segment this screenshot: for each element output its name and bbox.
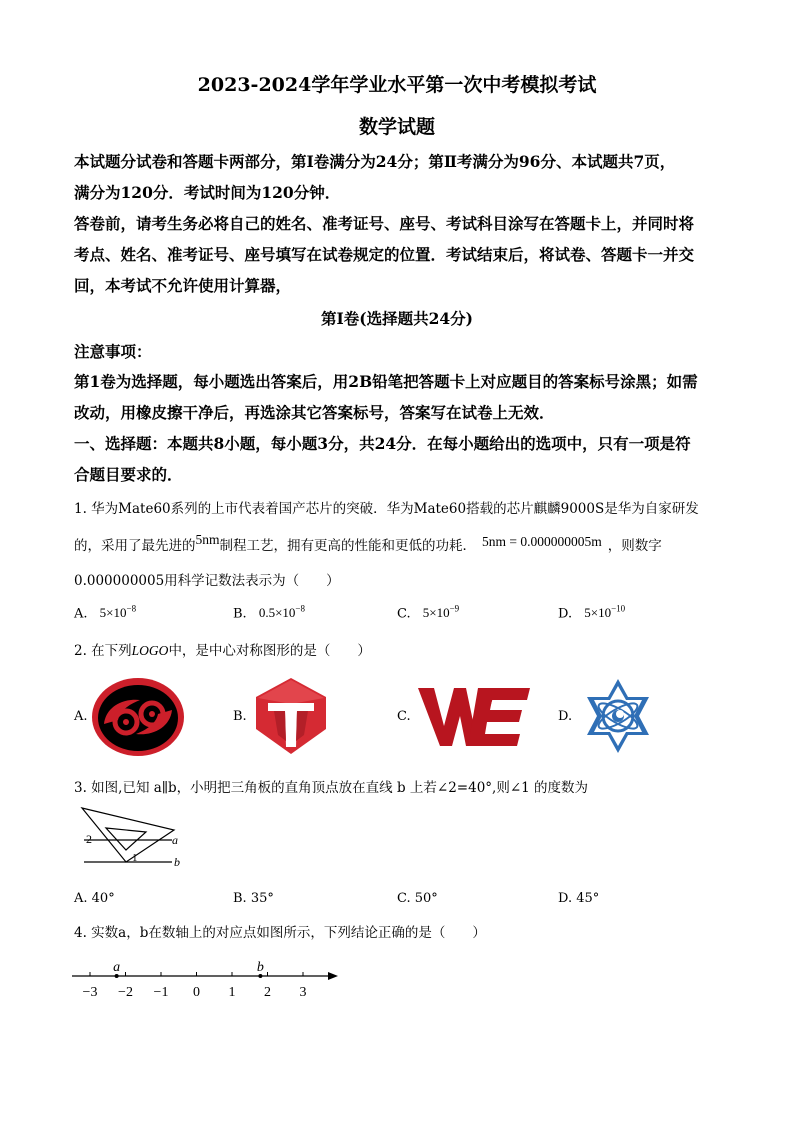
triangle-inner bbox=[106, 828, 146, 850]
q2-option-a-label: A. bbox=[74, 709, 88, 724]
exam-subtitle: 数学试题 bbox=[358, 116, 435, 138]
option-exp: −8 bbox=[126, 604, 137, 614]
q1-line2-text-a: 的，采用了最先进的 bbox=[74, 538, 196, 554]
option-exp: −8 bbox=[295, 604, 305, 614]
option-base: 0.5×10 bbox=[258, 605, 296, 621]
q2-option-b-label: B. bbox=[233, 709, 247, 724]
option-label: A. bbox=[74, 606, 88, 622]
q2-option-c-label: C. bbox=[397, 709, 411, 724]
triangle-outer bbox=[82, 808, 174, 862]
exam-title: 2023-2024学年学业水平第一次中考模拟考试 bbox=[197, 74, 597, 96]
notice-line-2: 改动，用橡皮擦干净后，再选涂其它答案标号，答案写在试卷上无效． bbox=[74, 403, 555, 422]
number-line bbox=[68, 952, 348, 1004]
q3-option-b[interactable]: B. 35° bbox=[233, 891, 274, 906]
q1-option-c[interactable] bbox=[397, 604, 459, 621]
q1-line-2 bbox=[74, 534, 662, 554]
q3-option-d[interactable]: D. 45° bbox=[558, 891, 600, 906]
pentagon-t-logo-icon[interactable] bbox=[254, 677, 328, 755]
q2-option-d-label: D. bbox=[558, 709, 573, 724]
q1-option-d[interactable] bbox=[558, 604, 625, 621]
point-a-label: a bbox=[113, 960, 121, 975]
option-label: C. bbox=[397, 606, 411, 622]
we-logo-icon[interactable] bbox=[416, 682, 532, 752]
tick-label: 2 bbox=[264, 985, 271, 1000]
q2-stem-a: 2. 在下列 bbox=[74, 643, 132, 659]
option-base: 5×10 bbox=[422, 605, 450, 621]
tick-label: 0 bbox=[193, 985, 200, 1000]
q3-option-c[interactable]: C. 50° bbox=[397, 891, 438, 906]
q1-line-3: 0.000000005用科学记数法表示为（ ） bbox=[74, 573, 340, 589]
option-exp: −10 bbox=[611, 604, 626, 614]
tick-label: −2 bbox=[118, 985, 133, 1000]
q1-unit: 5nm bbox=[195, 532, 220, 547]
tick-label: 3 bbox=[299, 985, 307, 1000]
q4-stem: 4. 实数a，b在数轴上的对应点如图所示，下列结论正确的是（ ） bbox=[74, 925, 486, 941]
axis-arrow bbox=[328, 972, 338, 980]
option-base: 5×10 bbox=[584, 605, 612, 621]
part-line-1: 一、选择题：本题共8小题，每小题3分，共24分．在每小题给出的选项中，只有一项是符 bbox=[74, 434, 691, 453]
line-b-label: b bbox=[174, 855, 180, 869]
q1-line2-text-b: 制程工艺，拥有更高的性能和更低的功耗． bbox=[219, 538, 477, 554]
q1-line2-text-c: ，则数字 bbox=[607, 538, 662, 554]
q3-stem: 3. 如图,已知 a∥b，小明把三角板的直角顶点放在直线 b 上若∠2=40°,则∠1 的度数为 bbox=[74, 780, 589, 796]
point-b-label: b bbox=[256, 960, 264, 975]
tick-label: −1 bbox=[153, 985, 169, 1000]
q1-option-b[interactable] bbox=[233, 604, 305, 621]
intro-line-3: 答卷前，请考生务必将自己的姓名、准考证号、座号、考试科目涂写在答题卡上，并同时将 bbox=[74, 214, 695, 233]
q1-line-1: 1. 华为Mate60系列的上市代表着国产芯片的突破．华为Mate60搭载的芯片麒麟9000S是华为自家研发 bbox=[74, 501, 699, 517]
tick-label: −3 bbox=[82, 985, 98, 1000]
notice-line-1: 第1卷为选择题，每小题选出答案后，用2B铅笔把答题卡上对应题目的答案标号涂黑；如需 bbox=[74, 372, 698, 391]
line-a-label: a bbox=[172, 833, 178, 847]
tick-label: 1 bbox=[228, 985, 236, 1000]
angle-2-label: 2 bbox=[86, 832, 92, 846]
option-base: 5×10 bbox=[99, 605, 127, 621]
intro-line-5: 回，本考试不允许使用计算器， bbox=[74, 276, 292, 295]
option-label: D. bbox=[558, 606, 573, 622]
star-emblem-icon[interactable] bbox=[583, 677, 653, 755]
intro-line-1: 本试题分试卷和答题卡两部分，第Ⅰ卷满分为24分；第Ⅱ考满分为96分、本试题共7页， bbox=[74, 152, 676, 171]
section-heading: 第Ⅰ卷(选择题共24分) bbox=[321, 309, 473, 328]
option-exp: −9 bbox=[449, 604, 460, 614]
q3-option-a[interactable]: A. 40° bbox=[74, 891, 115, 906]
q1-formula: 5nm = 0.000000005m bbox=[482, 534, 602, 549]
q2-stem-logo: LOGO bbox=[131, 643, 169, 658]
intro-line-2: 满分为120分．考试时间为120分钟． bbox=[74, 183, 341, 202]
q3-figure bbox=[80, 804, 190, 874]
option-label: B. bbox=[233, 606, 247, 622]
notice-label: 注意事项： bbox=[74, 342, 152, 361]
part-line-2: 合题目要求的． bbox=[74, 465, 183, 484]
intro-line-4: 考点、姓名、准考证号、座号填写在试卷规定的位置．考试结束后，将试卷、答题卡一并交 bbox=[74, 245, 695, 264]
swirl-logo-icon[interactable] bbox=[90, 676, 186, 758]
q2-stem-b: 中，是中心对称图形的是（ ） bbox=[168, 643, 371, 659]
q2-stem bbox=[74, 639, 371, 659]
q1-option-a[interactable] bbox=[74, 604, 136, 621]
angle-1-label: 1 bbox=[132, 852, 138, 864]
